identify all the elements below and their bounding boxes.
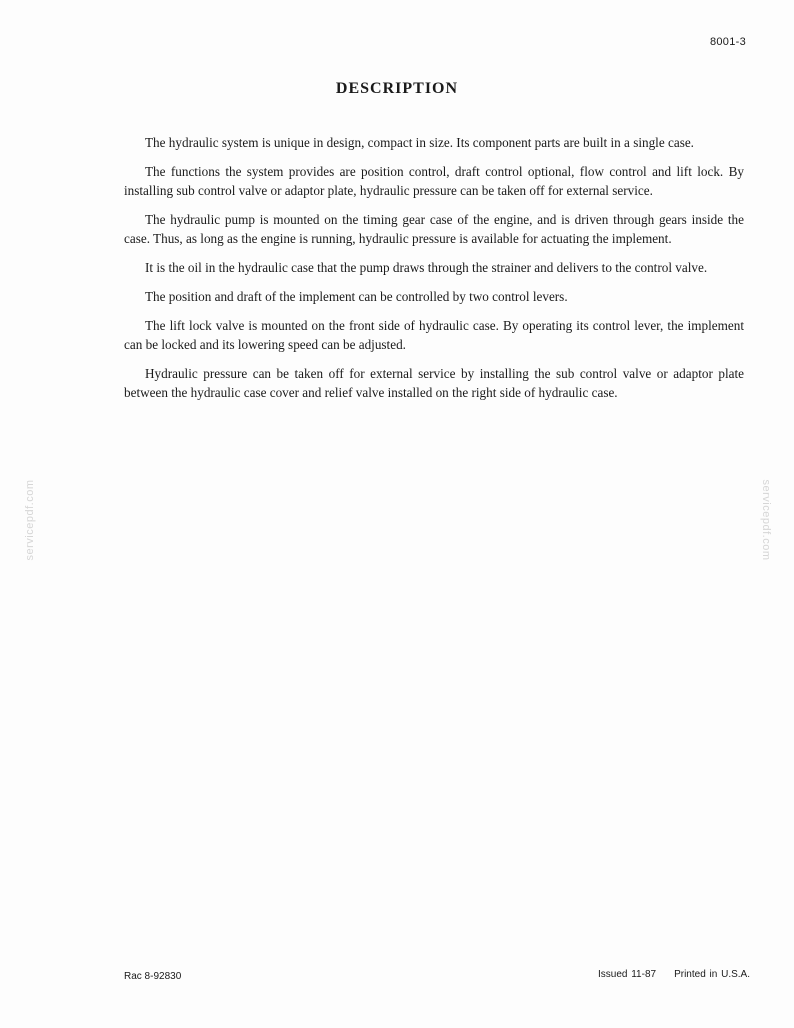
paragraph-6: The lift lock valve is mounted on the front side of hydraulic case. By operating its control lever, the implement can be locked and its lowering speed can be adjusted. [124,318,744,352]
paragraph-4: It is the oil in the hydraulic case that the pump draws through the strainer and delivers to the control valve. [145,260,708,275]
paragraph-3: The hydraulic pump is mounted on the timing gear case of the engine, and is driven through gears inside the case. Thus, as long as the engine is running, hydraulic pressure is available for actuating the implement. [124,212,744,246]
page-number: 8001-3 [709,36,746,48]
watermark-right: servicepdf.com [760,479,772,561]
paragraph-5: The position and draft of the implement can be controlled by two control levers. [145,289,568,304]
paragraph-2: The functions the system provides are position control, draft control optional, flow control and lift lock. By installing sub control valve or adaptor plate, hydraulic pressure can be taken off for external service. [124,164,744,198]
paragraph-7: Hydraulic pressure can be taken off for external service by installing the sub control valve or adaptor plate between the hydraulic case cover and relief valve installed on the right side of hydraulic case. [124,366,744,400]
document-code: Rac 8-92830 [124,971,182,982]
footer-issue-info [598,969,750,980]
page-title: DESCRIPTION [335,80,459,97]
description-body [124,133,744,412]
printed-location: Printed in U.S.A. [674,969,750,980]
paragraph-1: The hydraulic system is unique in design, compact in size. Its component parts are built in a single case. [145,135,694,150]
watermark-left: servicepdf.com [24,479,36,561]
issued-date: Issued 11-87 [598,969,657,980]
